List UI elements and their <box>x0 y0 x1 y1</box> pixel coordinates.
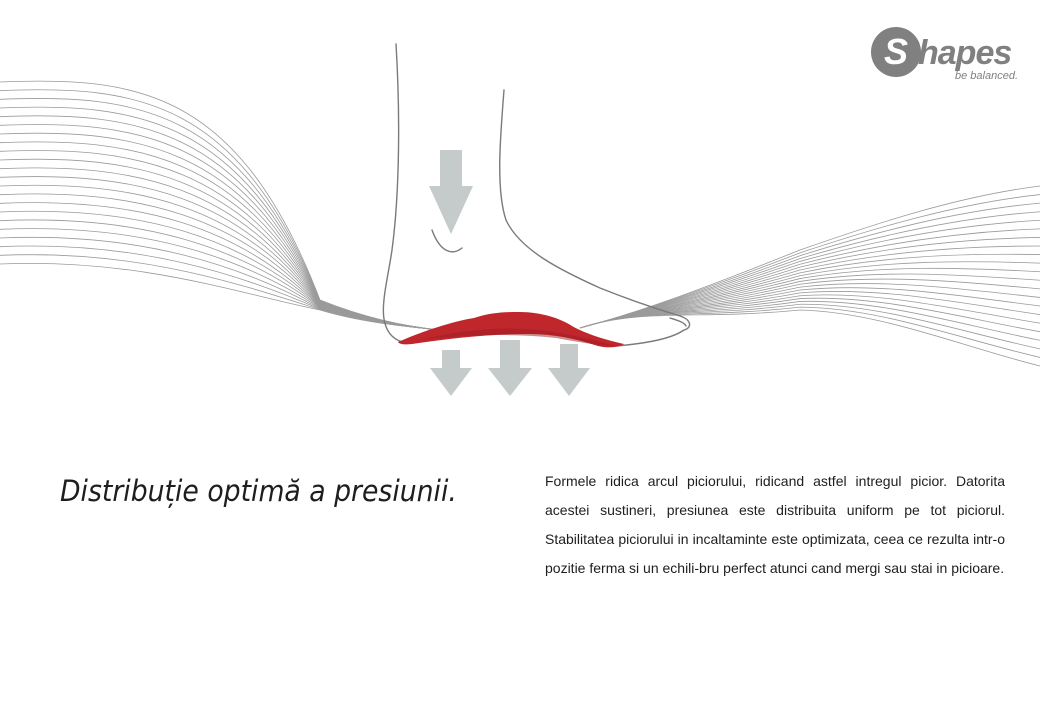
wave-line <box>0 124 440 330</box>
arrow-down-top-icon <box>429 150 473 234</box>
arrow-down-icon <box>488 340 532 396</box>
arrow-down-icon <box>548 344 590 396</box>
wave-line <box>0 90 440 330</box>
wave-line <box>580 254 1040 328</box>
arrows-down-bottom <box>430 340 590 396</box>
description-paragraph: Formele ridica arcul piciorului, ridicand astfel intregul picior. Datorita acestei sustineri, presiunea este distribuita uniform pe tot piciorul. Stabilitatea piciorului in incaltaminte este optimizata, ceea ce rezulta intr-o pozitie ferma si un echili-bru perfect atunci cand mergi sau stai in picioare. <box>545 473 1005 576</box>
wave-line <box>0 177 440 330</box>
foot-outline <box>383 44 689 346</box>
wave-line <box>0 203 440 330</box>
logo-mark-letter: S <box>883 31 909 72</box>
wave-line <box>0 133 440 330</box>
wave-line <box>0 159 440 330</box>
arrow-down-icon <box>430 350 472 396</box>
wave-line <box>0 142 440 330</box>
wave-line <box>0 107 440 330</box>
logo-s-icon <box>868 24 924 80</box>
wave-line <box>0 220 440 330</box>
wave-line <box>0 168 440 330</box>
headline: Distribuție optimă a presiunii. <box>60 474 457 508</box>
wave-line <box>0 81 440 330</box>
brand-tagline: be balanced. <box>955 70 1018 82</box>
wave-line <box>0 185 440 330</box>
wave-line <box>0 98 440 330</box>
brand-name: hapes <box>918 34 1012 72</box>
brand-logo <box>866 24 1026 90</box>
wave-line <box>0 194 440 330</box>
